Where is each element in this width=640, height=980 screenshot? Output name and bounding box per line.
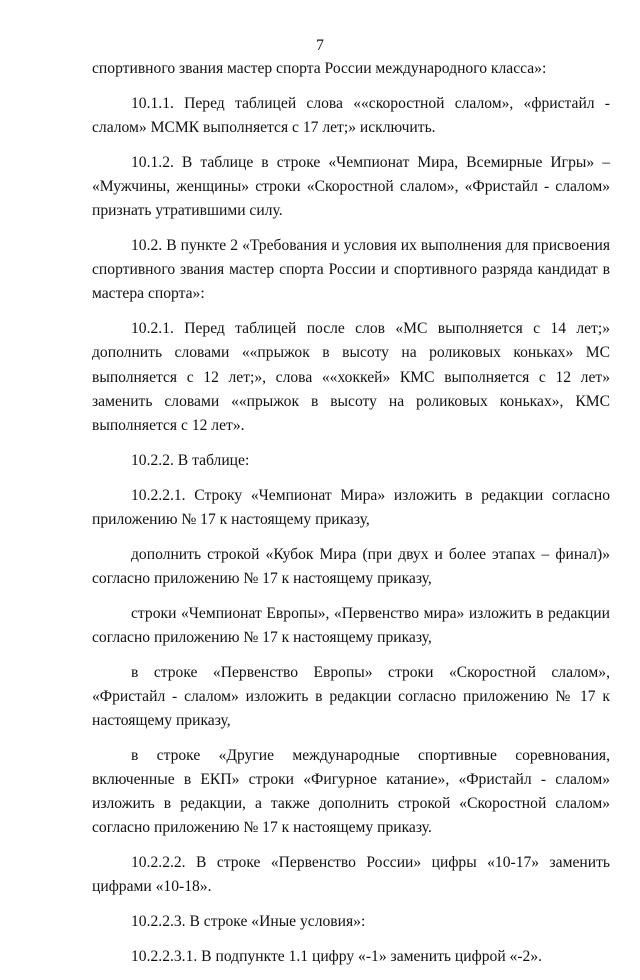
- paragraph-european-championship: строки «Чемпионат Европы», «Первенство мира» изложить в редакции согласно приложению № 17 к настоящему приказу,: [92, 604, 610, 646]
- paragraph-10-2-2-3: 10.2.2.3. В строке «Иные условия»:: [131, 913, 366, 931]
- paragraph-add-world-cup: дополнить строкой «Кубок Мира (при двух и более этапах – финал)» согласно приложению № 17 к настоящему приказу,: [92, 545, 610, 587]
- paragraph-10-2-2-1: 10.2.2.1. Строку «Чемпионат Мира» изложить в редакции согласно приложению № 17 к настоящему приказу,: [92, 486, 610, 528]
- paragraph-10-2-2-3-1: 10.2.2.3.1. В подпункте 1.1 цифру «-1» заменить цифрой «-2».: [131, 948, 543, 966]
- paragraph-continuation: спортивного звания мастер спорта России международного класса»:: [92, 60, 547, 77]
- paragraph-10-2-1: 10.2.1. Перед таблицей после слов «МС выполняется с 14 лет;» дополнить словами ««прыжок в высоту на роликовых коньках» МС выполняется с 12 лет;», слова ««хоккей» КМС выполняется с 12 лет» заменить словами ««прыжок в высоту на роликовых коньках», КМС выполняется с 12 лет».: [92, 320, 610, 435]
- paragraph-10-2-2-2: 10.2.2.2. В строке «Первенство России» цифры «10-17» заменить цифрами «10-18».: [92, 854, 610, 896]
- paragraph-european-youth: в строке «Первенство Европы» строки «Скоростной слалом», «Фристайл - слалом» изложить в редакции согласно приложению № 17 к настоящему приказу,: [92, 663, 610, 730]
- document-body: [92, 57, 610, 980]
- paragraph-10-1-2: 10.1.2. В таблице в строке «Чемпионат Мира, Всемирные Игры» – «Мужчины, женщины» строки «Скоростной слалом», «Фристайл - слалом» признать утратившими силу.: [92, 153, 610, 220]
- paragraph-other-international: в строке «Другие международные спортивные соревнования, включенные в ЕКП» строки «Фигурное катание», «Фристайл - слалом» изложить в редакции, а также дополнить строкой «Скоростной слалом» согласно приложению № 17 к настоящему приказу.: [92, 746, 610, 837]
- page-number: 7: [316, 37, 324, 54]
- paragraph-10-1-1: 10.1.1. Перед таблицей слова ««скоростной слалом», «фристайл - слалом» МСМК выполняется с 17 лет;» исключить.: [92, 94, 610, 136]
- paragraph-10-2-2: 10.2.2. В таблице:: [131, 451, 250, 469]
- paragraph-10-2: 10.2. В пункте 2 «Требования и условия их выполнения для присвоения спортивного звания мастер спорта России и спортивного разряда кандидат в мастера спорта»:: [92, 237, 610, 303]
